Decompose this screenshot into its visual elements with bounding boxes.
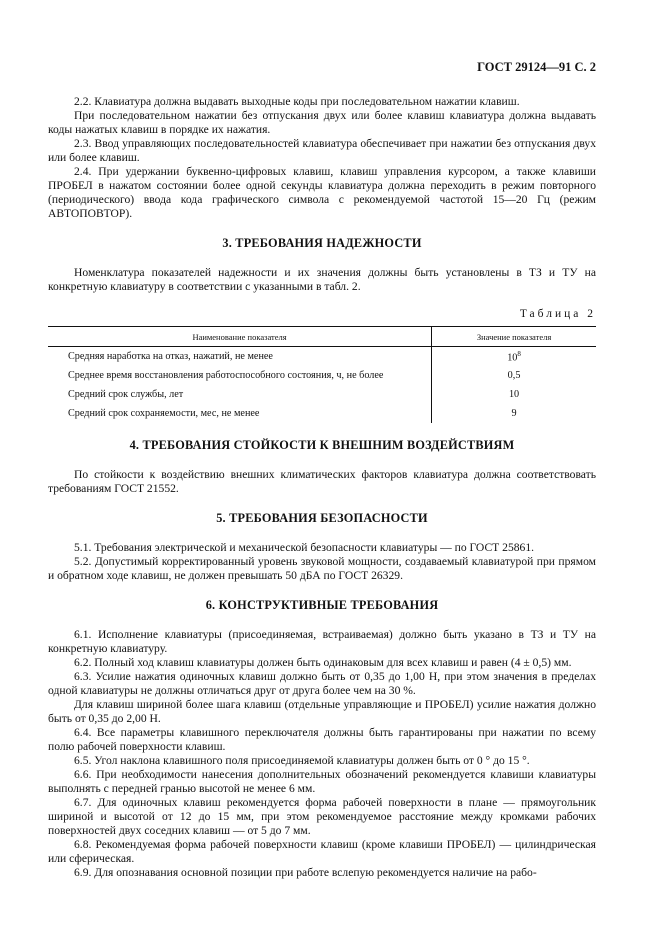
paragraph-6-5: 6.5. Угол наклона клавишного поля присоединяемой клавиатуры должен быть от 0 ° до 15 °.	[74, 754, 530, 767]
value-exponent: 8	[517, 349, 521, 358]
paragraph-6-1: 6.1. Исполнение клавиатуры (присоединяемая, встраиваемая) должно быть указано в ТЗ и ТУ на конкретную клавиатуру.	[48, 628, 596, 655]
paragraph-5-2: 5.2. Допустимый корректированный уровень звуковой мощности, создаваемый клавиатурой при прямом и обратном ходе клавиш, не должен превышать 50 дБА по ГОСТ 26329.	[48, 555, 596, 582]
page-header: ГОСТ 29124—91 С. 2	[477, 60, 596, 74]
paragraph-6-4: 6.4. Все параметры клавишного переключателя должны быть гарантированы при нажатии по всему полю рабочей поверхности клавиш.	[48, 726, 596, 753]
section-2-continuation	[48, 95, 596, 221]
paragraph-6-3: 6.3. Усилие нажатия одиночных клавиш должно быть от 0,35 до 1,00 Н, при этом значения в пределах одной клавиатуры не должны отличаться друг от друга более чем на 30 %.	[48, 670, 596, 697]
paragraph-2-3: 2.3. Ввод управляющих последовательностей клавиатура обеспечивает при нажатии без отпускания двух или более клавиш.	[48, 137, 596, 164]
section-3-title: 3. ТРЕБОВАНИЯ НАДЕЖНОСТИ	[222, 236, 422, 250]
row-value	[432, 347, 596, 367]
section-5-title: 5. ТРЕБОВАНИЯ БЕЗОПАСНОСТИ	[216, 511, 428, 525]
row-value: 9	[511, 408, 517, 419]
document-page	[48, 60, 596, 880]
table-row	[48, 385, 596, 404]
row-name: Средняя наработка на отказ, нажатий, не менее	[48, 347, 432, 367]
paragraph-6-6: 6.6. При необходимости нанесения дополнительных обозначений рекомендуется клавиши клавиатуры выполнять с передней гранью высотой не менее 6 мм.	[48, 768, 596, 795]
paragraph-2-2: 2.2. Клавиатура должна выдавать выходные коды при последовательном нажатии клавиш.	[74, 95, 520, 108]
paragraph-2-2-cont: При последовательном нажатии без отпускания двух или более клавиш клавиатура должна выдавать коды нажатых клавиш в порядке их нажатия.	[48, 109, 596, 136]
paragraph-6-2: 6.2. Полный ход клавиш клавиатуры должен быть одинаковым для всех клавиш и равен (4 ± 0,5) мм.	[74, 656, 572, 669]
section-4-title: 4. ТРЕБОВАНИЯ СТОЙКОСТИ К ВНЕШНИМ ВОЗДЕЙСТВИЯМ	[129, 438, 515, 452]
table-row	[48, 347, 596, 367]
table-row	[48, 366, 596, 385]
table-row	[48, 404, 596, 423]
value-base: 10	[507, 352, 518, 364]
paragraph-6-8: 6.8. Рекомендуемая форма рабочей поверхности клавиш (кроме клавиши ПРОБЕЛ) — цилиндрическая или сферическая.	[48, 838, 596, 865]
paragraph-6-9: 6.9. Для опознавания основной позиции при работе вслепую рекомендуется наличие на рабо-	[74, 866, 537, 879]
column-header-value: Значение показателя	[432, 327, 596, 347]
row-name: Средний срок службы, лет	[48, 385, 432, 404]
paragraph-5-1: 5.1. Требования электрической и механической безопасности клавиатуры — по ГОСТ 25861.	[74, 541, 535, 554]
row-name: Средний срок сохраняемости, мес, не менее	[48, 404, 432, 423]
row-value: 0,5	[507, 370, 521, 381]
reliability-table	[48, 326, 596, 423]
row-name: Среднее время восстановления работоспособного состояния, ч, не более	[48, 366, 432, 385]
table-caption: Таблица 2	[519, 308, 596, 320]
paragraph-6-7: 6.7. Для одиночных клавиш рекомендуется форма рабочей поверхности в плане — прямоугольник шириной и высотой от 12 до 15 мм, при этом рекомендуемое расстояние между кромками рабочих поверхностей двух соседних клавиш — от 5 до 7 мм.	[48, 796, 596, 837]
paragraph-6-3-cont: Для клавиш шириной более шага клавиш (отдельные управляющие и ПРОБЕЛ) усилие нажатия должно быть от 0,35 до 2,00 Н.	[48, 698, 596, 725]
section-6-title: 6. КОНСТРУКТИВНЫЕ ТРЕБОВАНИЯ	[205, 598, 439, 612]
column-header-name: Наименование показателя	[48, 327, 432, 347]
row-value: 10	[508, 389, 520, 400]
section-4-text: По стойкости к воздействию внешних климатических факторов клавиатура должна соответствовать требованиям ГОСТ 21552.	[48, 468, 596, 495]
section-3-text: Номенклатура показателей надежности и их значения должны быть установлены в ТЗ и ТУ на конкретную клавиатуру в соответствии с указанными в табл. 2.	[48, 266, 596, 293]
paragraph-2-4: 2.4. При удержании буквенно-цифровых клавиш, клавиш управления курсором, а также клавиши ПРОБЕЛ в нажатом состоянии более одной секунды клавиатура должна переходить в режим повторного (периодического) ввода кода графического символа с рекомендуемой частотой 15—20 Гц (режим АВТОПОВТОР).	[48, 165, 596, 220]
